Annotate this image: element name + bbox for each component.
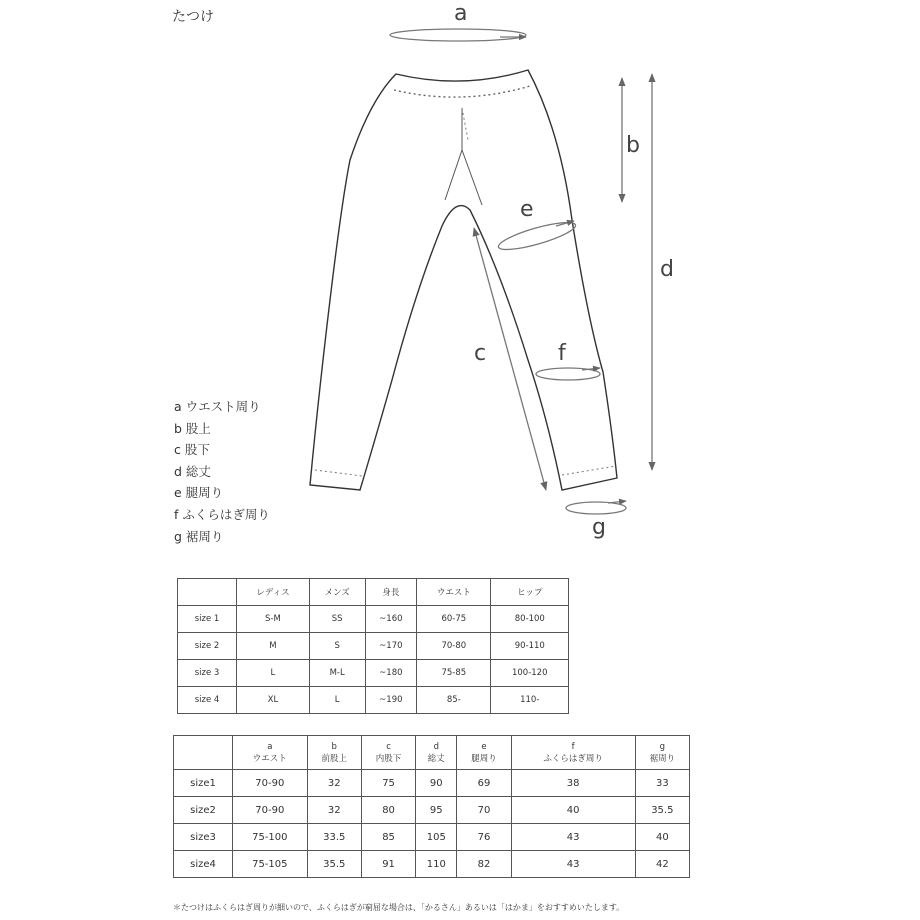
- table-row: [174, 770, 690, 797]
- table-cell: 75-100: [233, 824, 308, 851]
- table-cell: 110-: [491, 687, 569, 714]
- legend-item-g: g 裾周り: [174, 528, 224, 544]
- dimension-b: [622, 78, 640, 202]
- table-cell: 69: [457, 770, 511, 797]
- table-cell: 38: [511, 770, 635, 797]
- dimension-d: [652, 74, 674, 470]
- legend-item-f: f ふくらはぎ周り: [174, 506, 270, 522]
- dimension-c: [474, 228, 546, 490]
- dimension-f: [536, 341, 600, 380]
- measure-header-name: ふくらはぎ周り: [543, 753, 603, 764]
- measure-header: [635, 736, 689, 770]
- table-cell: 85: [361, 824, 415, 851]
- table-cell: 42: [635, 851, 689, 878]
- dimension-a: [390, 1, 526, 41]
- table-cell: 75-85: [417, 660, 491, 687]
- size-chart-table: [177, 578, 569, 714]
- table-cell: 60-75: [417, 606, 491, 633]
- table-cell: size3: [174, 824, 233, 851]
- size-table-header: ヒップ: [491, 579, 569, 606]
- table-cell: ~190: [365, 687, 417, 714]
- pants-outline: [310, 70, 617, 490]
- table-cell: 33: [635, 770, 689, 797]
- table-cell: 90-110: [491, 633, 569, 660]
- table-cell: size 3: [178, 660, 237, 687]
- table-cell: SS: [309, 606, 365, 633]
- measure-header-name: 総丈: [427, 753, 445, 764]
- table-cell: 70-90: [233, 770, 308, 797]
- table-cell: 32: [307, 797, 361, 824]
- label-a: a: [454, 1, 468, 26]
- table-cell: 105: [416, 824, 457, 851]
- table-cell: S-M: [237, 606, 310, 633]
- table-row: [174, 797, 690, 824]
- label-c: c: [474, 341, 487, 366]
- measure-header-letter: g: [659, 741, 666, 752]
- measure-header: [511, 736, 635, 770]
- table-row: [174, 851, 690, 878]
- table-cell: 91: [361, 851, 415, 878]
- table-cell: 35.5: [635, 797, 689, 824]
- label-b: b: [626, 133, 640, 158]
- measure-header-letter: f: [571, 741, 575, 752]
- table-cell: ~170: [365, 633, 417, 660]
- table-cell: size2: [174, 797, 233, 824]
- table-cell: size4: [174, 851, 233, 878]
- measurement-table: [173, 735, 690, 878]
- table-cell: ~180: [365, 660, 417, 687]
- measure-header-letter: e: [481, 741, 487, 752]
- legend-item-a: a ウエスト周り: [174, 399, 261, 414]
- dimension-e: [496, 197, 577, 255]
- measure-header: [174, 736, 233, 770]
- table-cell: 70-90: [233, 797, 308, 824]
- table-row: [174, 824, 690, 851]
- measure-table-header-row: [174, 736, 690, 770]
- table-cell: size1: [174, 770, 233, 797]
- table-row: [178, 633, 569, 660]
- table-cell: 40: [635, 824, 689, 851]
- table-cell: 80-100: [491, 606, 569, 633]
- measure-header-letter: a: [267, 741, 273, 752]
- table-cell: L: [237, 660, 310, 687]
- table-cell: S: [309, 633, 365, 660]
- legend-item-d: d 総丈: [174, 463, 211, 479]
- table-cell: 100-120: [491, 660, 569, 687]
- table-cell: 35.5: [307, 851, 361, 878]
- table-cell: 82: [457, 851, 511, 878]
- measure-header-name: 裾周り: [649, 753, 676, 764]
- measure-header-letter: b: [331, 741, 337, 752]
- measure-header: [233, 736, 308, 770]
- legend-item-b: b 股上: [174, 420, 211, 436]
- label-f: f: [558, 341, 566, 366]
- table-cell: M: [237, 633, 310, 660]
- table-cell: L: [309, 687, 365, 714]
- measure-header: [361, 736, 415, 770]
- table-cell: 32: [307, 770, 361, 797]
- table-cell: 43: [511, 824, 635, 851]
- table-cell: 75: [361, 770, 415, 797]
- table-cell: 90: [416, 770, 457, 797]
- measure-header: [416, 736, 457, 770]
- table-cell: size 4: [178, 687, 237, 714]
- table-cell: M-L: [309, 660, 365, 687]
- table-row: [178, 606, 569, 633]
- measure-header-name: ウエスト: [252, 753, 287, 764]
- table-cell: 80: [361, 797, 415, 824]
- label-d: d: [660, 257, 674, 282]
- table-cell: ~160: [365, 606, 417, 633]
- table-cell: 70-80: [417, 633, 491, 660]
- measure-header-name: 内股下: [375, 753, 402, 764]
- table-row: [178, 687, 569, 714]
- footnote: ＊たつけはふくらはぎ周りが細いので、ふくらはぎが窮屈な場合は、「かるさん」あるいは「はかま」をおすすめいたします。: [173, 903, 625, 912]
- table-cell: 85-: [417, 687, 491, 714]
- table-cell: 75-105: [233, 851, 308, 878]
- table-cell: 33.5: [307, 824, 361, 851]
- size-table-header: [178, 579, 237, 606]
- size-table-header: ウエスト: [417, 579, 491, 606]
- size-table-header: レディス: [237, 579, 310, 606]
- dimension-g: [566, 501, 626, 540]
- table-row: [178, 660, 569, 687]
- measure-header-name: 腿周り: [471, 753, 497, 764]
- legend-item-c: c 股下: [174, 442, 210, 458]
- table-cell: 95: [416, 797, 457, 824]
- table-cell: 70: [457, 797, 511, 824]
- size-table-header: メンズ: [309, 579, 365, 606]
- table-cell: 110: [416, 851, 457, 878]
- page-title: たつけ: [172, 9, 214, 25]
- table-cell: 40: [511, 797, 635, 824]
- measure-header: [307, 736, 361, 770]
- size-table-header-row: [178, 579, 569, 606]
- measure-header-letter: d: [433, 741, 439, 752]
- measure-header: [457, 736, 511, 770]
- table-cell: 43: [511, 851, 635, 878]
- label-g: g: [592, 515, 606, 540]
- table-cell: XL: [237, 687, 310, 714]
- measure-header-name: 前股上: [321, 753, 347, 764]
- table-cell: size 2: [178, 633, 237, 660]
- measure-header-letter: c: [386, 741, 391, 752]
- table-cell: size 1: [178, 606, 237, 633]
- measurement-legend: [174, 396, 270, 547]
- table-cell: 76: [457, 824, 511, 851]
- size-table-header: 身長: [365, 579, 417, 606]
- legend-item-e: e 腿周り: [174, 485, 224, 501]
- label-e: e: [520, 197, 534, 222]
